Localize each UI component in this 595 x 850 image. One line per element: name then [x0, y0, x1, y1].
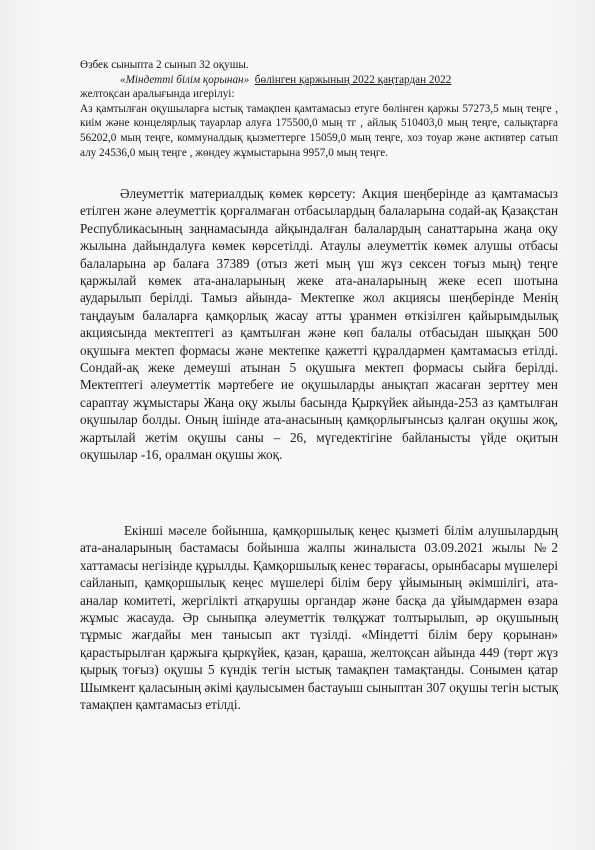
funds-paragraph: Аз қамтылған оқушыларға ыстық тамақпен қамтамасыз етуге бөлінген қаржы 57273,5 мың теңге , киім және концелярлық тауарлар алуға 175500,0 мың тг , айлық 510403,0 мың теңге, салықтарға 56202,0 мың теңге, коммуналдық қызметтерге 15059,0 мың теңге, хоз тоуар және активтер сатып алу 24536,0 мың теңге , жөндеу жұмыстарына 9957,0 мың теңге.	[80, 102, 558, 159]
funds-heading-rest: бөлінген қаржының 2022 қаңтардан 2022	[254, 73, 452, 86]
class-count-line: Өзбек сыныпта 2 сынып 32 оқушы.	[80, 59, 249, 71]
fund-name: «Міндетті білім қорынан»	[120, 73, 250, 86]
social-aid-paragraph: Әлеуметтік материалдық көмек көрсету: Акция шеңберінде аз қамтамасыз етілген және әлеуметтік қорғалмаған отбасылардың балаларына содай-ақ Қазақстан Республикасының заңнамасында айқындалған балалардың санаттарына жаңа оқу жылына дайындалуға көмек көрсетілді. Атаулы әлеуметтік көмек алушы отбасы балаларына әр балаға 37389 (отыз жеті мың үш жүз сексен тоғыз мың) теңге қаржылай көмек ата-аналарының жеке ата-аналарының жеке есеп шотына аударылып берілді. Тамыз айында- Мектепке жол акциясы шеңберінде Менің таңдауым балаларға қамқорлық жасау атты ұранмен өткізілген қайырымдылық акциясында мектептегі аз қамтылған және көп балалы отбасыдан шыққан 500 оқушыға мектеп формасы және мектепке қажетті құралдармен қамтамасыз етілді. Сондай-ақ жеке демеуші атынан 5 оқушыға мектеп формасы сыйға берілді. Мектептегі әлеуметтік мәртебеге ие оқушыларды анықтап жасаған зерттеу мен сараптау жұмыстары Жаңа оқу жылы басында Қыркүйек айында-253 аз қамтылған оқушылар болды. Оның ішінде ата-анасының қамқорлығынсыз қалған оқушы жоқ, жартылай жетім оқушы саны – 26, мүгедектігіне байланысты үйде оқитын оқушылар -16, оралман оқушы жоқ.	[80, 186, 558, 463]
funds-section	[80, 58, 558, 160]
funds-heading-line2: желтоқсан аралығында игерілуі:	[80, 88, 235, 101]
funds-heading	[80, 73, 558, 88]
trustee-council-section	[80, 522, 558, 713]
social-aid-section	[80, 185, 558, 464]
trustee-council-paragraph: Екінші мәселе бойынша, қамқоршылық кеңес қызметі білім алушылардың ата-аналарының бастамасы бойынша жалпы жиналыста 03.09.2021 жылы №2 хаттамасы негізінде құрылды. Қамқоршылық кенес төрағасы, орынбасары мүшелері сайланып, қамқоршылық кеңес мүшелері білім беру ұйымының әкімшілігі, ата-аналар комитеті, жергілікті атқарушы органдар және басқа да ұйымдармен өзара жұмыс жасауда. Әр сыныпқа әлеуметтік төлқұжат толтырылып, әр оқушының тұрмыс жағдайы мен танысып акт түзілді. «Міндетті білім беру қорынан» қарастырылған қаржыға қыркүйек, қазан, қараша, желтоқсан айында 449 (төрт жүз қырық тоғыз) оқушы 5 күндік тегін ыстық тамақпен тамақтанды. Сонымен қатар Шымкент қаласының әкімі қаулысымен бастауыш сыныптан 307 оқушы тегін ыстық тамақпен қамтамасыз етілді.	[80, 523, 558, 713]
